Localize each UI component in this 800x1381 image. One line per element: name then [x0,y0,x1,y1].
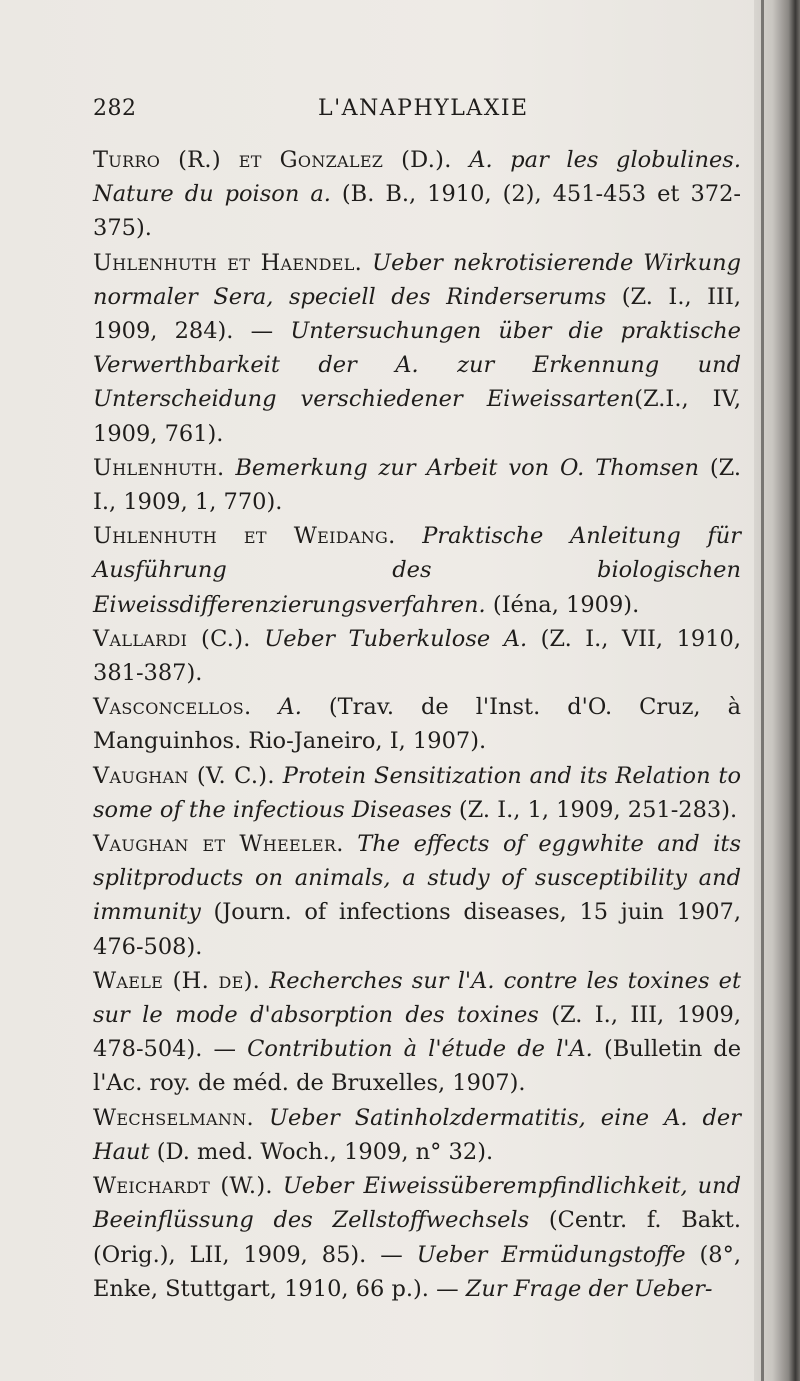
entry-author: Weichardt (W.). [93,1173,273,1200]
entry-author: Uhlenhuth et Haendel. [93,249,363,276]
entry-reference: (Centr. f. Bakt. (Orig.), LII, 1909, 85). — [93,1207,741,1268]
bibliography-entry [93,451,741,519]
bibliography-entry [93,622,741,690]
entry-title-second: Contribution à l'étude de l'A. [247,1036,593,1063]
entry-author: Turro (R.) et Gonzalez (D.). [93,147,452,173]
entry-title: Recherches sur l'A. contre les toxines et sur le mode d'absorption des toxines [93,967,741,1029]
entry-reference: (Journ. of infections diseases, 15 juin 1907, 476-508). [93,899,741,960]
entry-title: Protein Sensitization and its Relation to some of the infectious Diseases [93,762,741,823]
bibliography-entry [93,519,741,622]
bibliography-entry [93,246,741,451]
entry-reference: (Z. I., III, 1909, 284). — [93,283,741,345]
entry-author: Waele (H. de). [93,967,261,994]
entry-reference-second: (8°, Enke, Stuttgart, 1910, 66 p.). — [93,1241,741,1302]
bibliography-list [93,143,741,1306]
entry-author: Wechselmann. [93,1104,254,1131]
entry-title: The effects of eggwhite and its splitproducts on animals, a study of susceptibility and immunity [93,831,741,926]
bibliography-entry [93,759,741,827]
entry-reference: (Iéna, 1909). [485,591,640,618]
bibliography-entry [93,1169,741,1306]
entry-title: Praktische Anleitung für Ausführung des biologischen Eiweissdifferenzierungsverfahren. [93,523,741,618]
running-title: L'ANAPHYLAXIE [318,96,529,121]
entry-reference: (D. med. Woch., 1909, n° 32). [149,1138,494,1165]
page-header [0,96,800,128]
entry-title: Ueber Tuberkulose A. [264,625,528,652]
entry-reference: (Z. I., 1909, 1, 770). [93,454,742,516]
entry-reference: (Z. I., 1, 1909, 251-283). [451,796,738,823]
entry-title: A. par les globulines. Nature du poison a. [93,147,741,208]
entry-reference: (B. B., 1910, (2), 451-453 et 372-375). [93,181,741,242]
entry-author: Uhlenhuth. [93,454,225,481]
entry-author: Vasconcellos. [93,694,252,721]
entry-reference: (Z. I., III, 1909, 478-504). — [93,1002,741,1063]
bibliography-entry [93,1101,741,1169]
page-number: 282 [93,96,137,121]
entry-reference-second: (Z.I., IV, 1909, 761). [93,386,741,447]
entry-reference: (Trav. de l'Inst. d'O. Cruz, à Manguinhos. Rio-Janeiro, I, 1907). [93,694,741,755]
entry-author: Uhlenhuth et Weidang. [93,523,396,550]
entry-title: Ueber Eiweissüberempfindlichkeit, und Beeinflüssung des Zellstoffwechsels [93,1173,741,1234]
entry-title-second: Untersuchungen über die praktische Verwerthbarkeit der A. zur Erkennung und Unterscheidung verschiedener Eiweissarten [93,318,741,413]
entry-title-second: Ueber Ermüdungstoffe [416,1241,686,1268]
entry-title: A. [278,694,302,721]
bibliography-entry [93,827,741,964]
entry-title: Bemerkung zur Arbeit von O. Thomsen [235,454,699,481]
bibliography-entry [93,690,741,758]
entry-reference: (Z. I., VII, 1910, 381-387). [93,625,741,687]
entry-author: Vallardi (C.). [93,625,251,652]
bibliography-entry [93,964,741,1101]
page-gutter-shadow [761,0,764,1381]
entry-title-third: Zur Frage der Ueber- [465,1275,713,1302]
bibliography-entry [93,143,741,246]
entry-author: Vaughan (V. C.). [93,762,275,789]
entry-author: Vaughan et Wheeler. [93,831,344,858]
entry-reference-second: (Bulletin de l'Ac. roy. de méd. de Bruxelles, 1907). [93,1036,742,1097]
entry-title: Ueber nekrotisierende Wirkung normaler Sera, speciell des Rinderserums [93,249,741,310]
entry-title: Ueber Satinholzdermatitis, eine A. der Haut [93,1104,741,1165]
